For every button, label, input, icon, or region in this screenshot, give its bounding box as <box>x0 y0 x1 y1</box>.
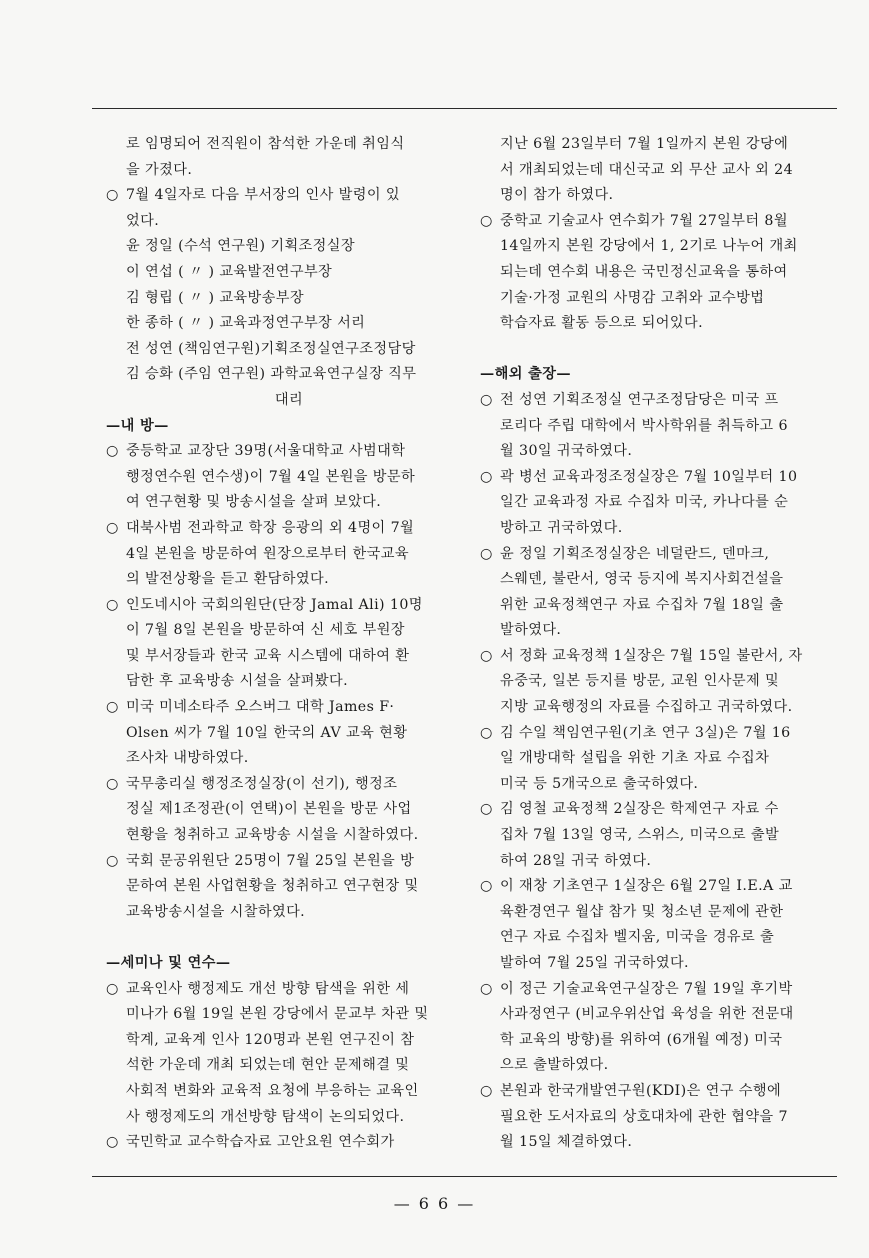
list-item <box>106 593 452 695</box>
text-line: 유중국, 일본 등지를 방문, 교원 인사문제 및 <box>500 673 780 690</box>
text-line: 사 행정제도의 개선방향 탐색이 논의되었다. <box>126 1108 405 1125</box>
circle-bullet-icon: ○ <box>480 545 493 562</box>
text-line: 로리다 주립 대학에서 박사학위를 취득하고 6 <box>500 417 788 434</box>
text-line: 미국 등 5개국으로 출국하였다. <box>500 775 699 792</box>
spacer <box>480 337 842 363</box>
section-heading <box>106 951 452 977</box>
circle-bullet-icon: ○ <box>106 596 119 613</box>
text-line: 본원과 한국개발연구원(KDI)은 연구 수행에 <box>500 1082 782 1099</box>
text-line: 미국 미네소타주 오스버그 대학 James F· <box>126 699 395 716</box>
circle-bullet-icon: ○ <box>480 647 493 664</box>
text-block <box>106 388 452 414</box>
text-line: 사회적 변화와 교육적 요청에 부응하는 교육인 <box>126 1082 419 1099</box>
text-line: 로 임명되어 전직원이 참석한 가운데 취임식 <box>126 136 405 152</box>
text-line: 서 정화 교육정책 1실장은 7월 15일 불란서, 자 <box>500 647 803 664</box>
circle-bullet-icon: ○ <box>106 443 119 460</box>
text-line: 육환경연구 월샵 참가 및 청소년 문제에 관한 <box>500 903 784 920</box>
text-line: 전 성연 (책임연구원)기획조정실연구조정담당 <box>126 340 416 357</box>
list-item <box>480 465 842 542</box>
text-line: 교육인사 행정제도 개선 방향 탐색을 위한 세 <box>126 980 410 997</box>
list-item <box>480 644 842 721</box>
circle-bullet-icon: ○ <box>106 775 119 792</box>
text-line: 학 교육의 방향)를 위하여 (6개월 예정) 미국 <box>500 1031 783 1048</box>
text-line: 방하고 귀국하였다. <box>500 519 623 536</box>
text-line: 교육방송시설을 시찰하였다. <box>126 903 306 920</box>
list-item <box>480 542 842 644</box>
circle-bullet-icon: ○ <box>480 391 493 408</box>
list-item <box>480 1079 842 1156</box>
text-line: 을 가졌다. <box>126 161 193 178</box>
text-line: 사과정연구 (비교우위산업 육성을 위한 전문대 <box>500 1006 794 1023</box>
list-item <box>480 874 842 976</box>
text-line: 및 부서장들과 한국 교육 시스템에 대하여 환 <box>126 647 410 664</box>
text-line: 연구 자료 수집차 벨지움, 미국을 경유로 출 <box>500 929 775 946</box>
list-item <box>480 721 842 798</box>
list-item <box>480 388 842 465</box>
circle-bullet-icon: ○ <box>480 878 493 895</box>
top-rule <box>92 108 837 109</box>
text-line: 중학교 기술교사 연수회가 7월 27일부터 8월 <box>500 212 788 229</box>
list-item <box>106 695 452 772</box>
left-column <box>106 132 452 1156</box>
list-item <box>106 516 452 593</box>
text-line: 담한 후 교육방송 시설을 살펴봤다. <box>126 673 349 690</box>
text-line: 기술·가정 교원의 사명감 고취와 교수방법 <box>500 289 765 306</box>
text-line: 윤 정일 (수석 연구원) 기획조정실장 <box>126 238 355 255</box>
circle-bullet-icon: ○ <box>480 468 493 485</box>
text-line: 국회 문공위원단 25명이 7월 25일 본원을 방 <box>126 852 415 869</box>
section-heading <box>480 362 842 388</box>
text-block <box>106 132 452 183</box>
text-line: 전 성연 기획조정실 연구조정담당은 미국 프 <box>500 391 779 408</box>
text-line: 김 수일 책임연구원(기초 연구 3실)은 7월 16 <box>500 724 791 741</box>
text-line: 곽 병선 교육과정조정실장은 7월 10일부터 10 <box>500 468 798 485</box>
text-line: 조사차 내방하였다. <box>126 750 249 767</box>
text-line: 월 15일 체결하였다. <box>500 1134 633 1151</box>
right-column <box>480 132 842 1156</box>
text-line: —해외 출장— <box>480 366 571 383</box>
text-block <box>106 234 452 388</box>
text-line: 학계, 교육계 인사 120명과 본원 연구진이 참 <box>126 1031 415 1048</box>
list-item <box>480 977 842 1079</box>
circle-bullet-icon: ○ <box>106 187 119 204</box>
text-line: 이 정근 기술교육연구실장은 7월 19일 후기박 <box>500 980 793 997</box>
bottom-rule <box>92 1176 837 1177</box>
text-line: Olsen 씨가 7월 10일 한국의 AV 교육 현황 <box>126 724 408 741</box>
text-line: 현황을 청취하고 교육방송 시설을 시찰하였다. <box>126 827 419 844</box>
text-line: 의 발전상황을 듣고 환담하였다. <box>126 571 330 588</box>
circle-bullet-icon: ○ <box>106 980 119 997</box>
text-line: —세미나 및 연수— <box>106 955 231 971</box>
text-line: 문하여 본원 사업현황을 청취하고 연구현장 및 <box>126 878 419 895</box>
circle-bullet-icon: ○ <box>106 519 119 536</box>
text-line: 명이 참가 하였다. <box>500 187 614 204</box>
list-item <box>106 439 452 516</box>
circle-bullet-icon: ○ <box>480 212 493 229</box>
circle-bullet-icon: ○ <box>480 1082 493 1099</box>
text-line: 김 형립 ( 〃 ) 교육방송부장 <box>126 289 304 306</box>
section-heading <box>106 414 452 440</box>
text-line: 김 영철 교육정책 2실장은 학제연구 자료 수 <box>500 801 779 818</box>
circle-bullet-icon: ○ <box>480 724 493 741</box>
text-line: 발하였다. <box>500 622 562 639</box>
list-item <box>106 1130 452 1156</box>
list-item <box>106 183 452 234</box>
text-line: 발하여 7월 25일 귀국하였다. <box>500 955 689 971</box>
text-line: 14일까지 본원 강당에서 1, 2기로 나누어 개최 <box>500 238 798 255</box>
text-line: 일 개방대학 설립을 위한 기초 자료 수집차 <box>500 750 770 767</box>
text-line: —내 방— <box>106 417 169 434</box>
list-item <box>106 772 452 849</box>
text-line: 었다. <box>126 212 160 229</box>
text-line: 이 7월 8일 본원을 방문하여 신 세호 부원장 <box>126 622 405 639</box>
text-line: 월 30일 귀국하였다. <box>500 443 633 460</box>
text-line: 4일 본원을 방문하여 원장으로부터 한국교육 <box>126 545 409 562</box>
text-line: 서 개최되었는데 대신국교 외 무산 교사 외 24 <box>500 161 794 178</box>
text-line: 으로 출발하였다. <box>500 1057 609 1074</box>
text-line: 국무총리실 행정조정실장(이 선기), 행정조 <box>126 775 398 792</box>
text-line: 학습자료 활동 등으로 되어있다. <box>500 315 704 332</box>
page-number: — 6 6 — <box>393 1194 476 1213</box>
text-line: 김 승화 (주임 연구원) 과학교육연구실장 직무 <box>126 366 417 383</box>
text-line: 한 종하 ( 〃 ) 교육과정연구부장 서리 <box>126 315 366 332</box>
text-line: 집차 7월 13일 영국, 스위스, 미국으로 출발 <box>500 827 780 844</box>
text-line: 행정연수원 연수생)이 7월 4일 본원을 방문하 <box>126 468 416 485</box>
text-line: 지방 교육행정의 자료를 수집하고 귀국하였다. <box>500 699 793 716</box>
text-line: 석한 가운데 개최 되었는데 현안 문제해결 및 <box>126 1057 410 1074</box>
text-line: 여 연구현황 및 방송시설을 살펴 보았다. <box>126 494 382 511</box>
text-line: 이 연섭 ( 〃 ) 교육발전연구부장 <box>126 263 333 280</box>
circle-bullet-icon: ○ <box>106 699 119 716</box>
text-block <box>480 132 842 209</box>
spacer <box>106 925 452 951</box>
text-line: 7월 4일자로 다음 부서장의 인사 발령이 있 <box>126 187 400 204</box>
circle-bullet-icon: ○ <box>480 980 493 997</box>
list-item <box>480 209 842 337</box>
text-line: 정실 제1조정관(이 연택)이 본원을 방문 사업 <box>126 801 412 818</box>
text-line: 되는데 연수회 내용은 국민정신교육을 통하여 <box>500 263 788 280</box>
text-line: 위한 교육정책연구 자료 수집차 7월 18일 출 <box>500 596 784 613</box>
text-line: 필요한 도서자료의 상호대차에 관한 협약을 7 <box>500 1108 788 1125</box>
text-line: 미나가 6월 19일 본원 강당에서 문교부 차관 및 <box>126 1006 429 1023</box>
text-line: 일간 교육과정 자료 수집차 미국, 카나다를 순 <box>500 494 789 511</box>
text-line: 국민학교 교수학습자료 고안요원 연수회가 <box>126 1134 395 1151</box>
list-item <box>106 977 452 1131</box>
text-line: 지난 6월 23일부터 7월 1일까지 본원 강당에 <box>500 136 789 152</box>
text-line: 이 재창 기초연구 1실장은 6월 27일 I.E.A 교 <box>500 878 793 895</box>
text-line: 중등학교 교장단 39명(서울대학교 사범대학 <box>126 443 406 460</box>
list-item <box>480 797 842 874</box>
list-item <box>106 849 452 926</box>
text-line: 인도네시아 국회의원단(단장 Jamal Ali) 10명 <box>126 596 423 613</box>
text-line: 스웨덴, 불란서, 영국 등지에 복지사회건설을 <box>500 571 784 588</box>
circle-bullet-icon: ○ <box>106 852 119 869</box>
circle-bullet-icon: ○ <box>106 1134 119 1151</box>
text-line: 윤 정일 기획조정실장은 네덜란드, 덴마크, <box>500 545 770 562</box>
circle-bullet-icon: ○ <box>480 801 493 818</box>
text-line: 대리 <box>274 391 304 408</box>
text-line: 하여 28일 귀국 하였다. <box>500 852 652 869</box>
text-line: 대북사범 전과학교 학장 응광의 외 4명이 7월 <box>126 519 415 536</box>
